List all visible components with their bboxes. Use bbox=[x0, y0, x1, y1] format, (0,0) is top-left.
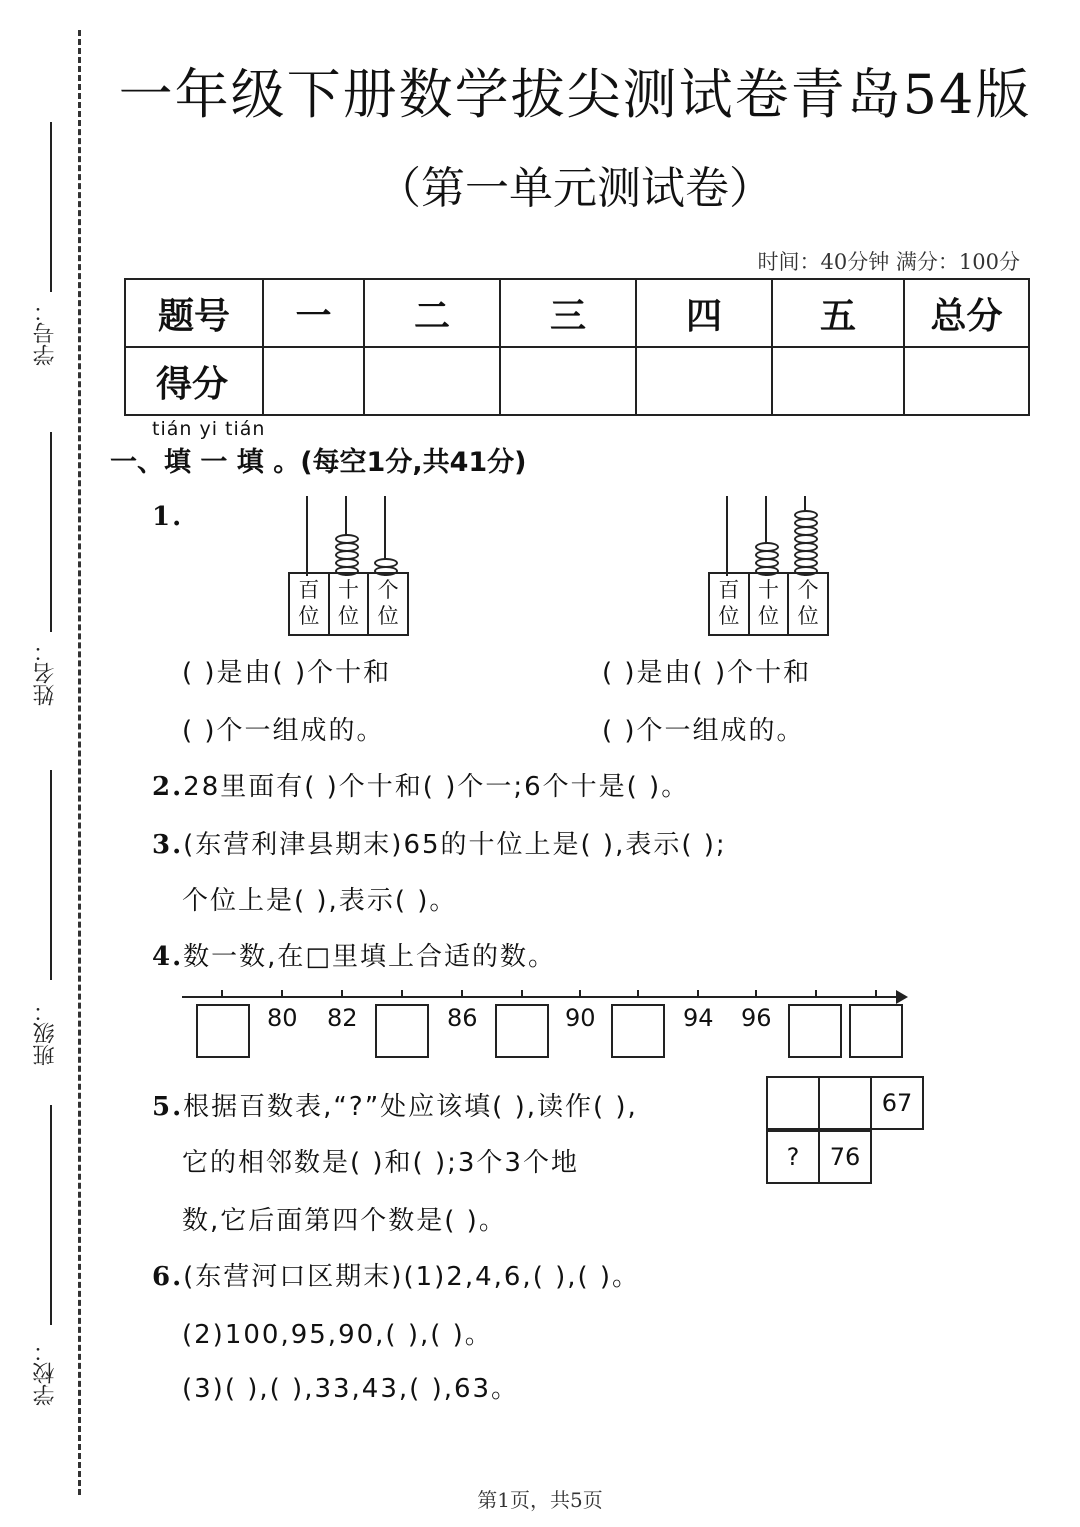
number-line-tick bbox=[281, 990, 283, 998]
number-line-label: 86 bbox=[447, 1004, 478, 1032]
score-header-cell: 题号 bbox=[125, 279, 263, 347]
abacus-rod bbox=[306, 496, 308, 576]
number-line-tick bbox=[697, 990, 699, 998]
question-6-line1: (东营河口区期末)(1)2,4,6,( ),( )。 bbox=[183, 1262, 641, 1292]
score-header-cell: 三 bbox=[500, 279, 636, 347]
abacus-rod bbox=[726, 496, 728, 576]
score-blank-cell[interactable] bbox=[904, 347, 1029, 415]
hundred-grid-question-cell: ? bbox=[766, 1130, 820, 1184]
abacus-place-label: 个 位 bbox=[377, 578, 399, 628]
banji-blank-line bbox=[50, 770, 52, 980]
score-header-cell: 五 bbox=[772, 279, 904, 347]
score-header-cell: 总分 bbox=[904, 279, 1029, 347]
score-blank-cell[interactable] bbox=[772, 347, 904, 415]
number-line-tick bbox=[755, 990, 757, 998]
score-blank-cell[interactable] bbox=[364, 347, 500, 415]
hundred-grid-cell bbox=[766, 1076, 820, 1130]
q1-right-line2: ( )个一组成的。 bbox=[602, 716, 805, 746]
number-line-answer-box[interactable] bbox=[611, 1004, 665, 1058]
number-line-answer-box[interactable] bbox=[788, 1004, 842, 1058]
question-3 bbox=[152, 824, 727, 861]
xingming-blank-line bbox=[50, 432, 52, 632]
question-3-line2: 个位上是( ),表示( )。 bbox=[182, 886, 458, 916]
abacus-bead bbox=[335, 534, 359, 544]
q1-right-line1: ( )是由( )个十和 bbox=[602, 658, 812, 688]
abacus-place-label: 十 位 bbox=[750, 574, 790, 634]
score-blank-cell[interactable] bbox=[500, 347, 636, 415]
number-line-tick bbox=[875, 990, 877, 998]
banji-label: 班级： bbox=[33, 1000, 58, 1066]
binding-dashed-line bbox=[78, 30, 81, 1495]
xuehao-blank-line bbox=[50, 122, 52, 292]
xuexiao-blank-line bbox=[50, 1105, 52, 1325]
abacus-place-labels bbox=[708, 572, 829, 636]
number-line-tick bbox=[521, 990, 523, 998]
section-heading: 一、填 一 填 。(每空1分,共41分) bbox=[110, 447, 527, 478]
section-pinyin: tián yi tián bbox=[152, 418, 266, 440]
question-4-text: 数一数,在□里填上合适的数。 bbox=[183, 942, 556, 972]
number-line-tick bbox=[341, 990, 343, 998]
abacus-bead bbox=[794, 510, 818, 520]
question-1-number: 1. bbox=[152, 502, 184, 532]
question-5-number: 5. bbox=[152, 1092, 184, 1122]
question-3-number: 3. bbox=[152, 830, 184, 860]
abacus-place-label: 十 位 bbox=[330, 574, 370, 634]
question-2-number: 2. bbox=[152, 772, 184, 802]
question-6-line3: (3)( ),( ),33,43,( ),63。 bbox=[182, 1374, 520, 1404]
number-line-answer-box[interactable] bbox=[196, 1004, 250, 1058]
question-5-line3: 数,它后面第四个数是( )。 bbox=[182, 1206, 507, 1236]
score-header-cell: 二 bbox=[364, 279, 500, 347]
abacus-place-label: 百 位 bbox=[290, 574, 330, 634]
number-line-label: 90 bbox=[565, 1004, 596, 1032]
number-line-label: 94 bbox=[683, 1004, 714, 1032]
score-row-label: 得分 bbox=[125, 347, 263, 415]
question-5-line1: 根据百数表,“?”处应该填( ),读作( ), bbox=[183, 1092, 638, 1122]
number-line-tick bbox=[221, 990, 223, 998]
xingming-label: 姓名： bbox=[33, 640, 58, 706]
xuexiao-label: 学校： bbox=[33, 1340, 58, 1406]
question-2 bbox=[152, 766, 689, 803]
page-footer: 第1页，共5页 bbox=[477, 1488, 603, 1512]
score-blank-cell[interactable] bbox=[636, 347, 772, 415]
abacus-left bbox=[288, 496, 408, 636]
abacus-place-label: 个 位 bbox=[797, 578, 819, 628]
number-line-tick bbox=[401, 990, 403, 998]
question-4-number: 4. bbox=[152, 942, 184, 972]
question-6-line2: (2)100,95,90,( ),( )。 bbox=[182, 1320, 493, 1350]
question-6-number: 6. bbox=[152, 1262, 184, 1292]
number-line-label: 82 bbox=[327, 1004, 358, 1032]
question-2-text: 28里面有( )个十和( )个一;6个十是( )。 bbox=[183, 772, 690, 802]
score-header-cell: 一 bbox=[263, 279, 364, 347]
abacus-place-labels bbox=[288, 572, 409, 636]
hundred-grid-cell: 76 bbox=[818, 1130, 872, 1184]
number-line-tick bbox=[637, 990, 639, 998]
number-line-answer-box[interactable] bbox=[375, 1004, 429, 1058]
score-table-header-row bbox=[125, 279, 1029, 347]
number-line-label: 80 bbox=[267, 1004, 298, 1032]
abacus-right bbox=[708, 496, 828, 636]
score-header-cell: 四 bbox=[636, 279, 772, 347]
abacus-place-label: 百 位 bbox=[710, 574, 750, 634]
exam-meta: 时间：40分钟 满分：100分 bbox=[757, 250, 1020, 274]
number-line-tick bbox=[815, 990, 817, 998]
number-line-label: 96 bbox=[741, 1004, 772, 1032]
abacus-bead bbox=[755, 542, 779, 552]
number-line-answer-box[interactable] bbox=[495, 1004, 549, 1058]
xuehao-label: 学号： bbox=[33, 300, 58, 366]
number-line-tick bbox=[461, 990, 463, 998]
score-blank-cell[interactable] bbox=[263, 347, 364, 415]
question-3-line1: (东营利津县期末)65的十位上是( ),表示( ); bbox=[183, 830, 727, 860]
question-6 bbox=[152, 1256, 640, 1293]
question-4 bbox=[152, 936, 556, 973]
score-table-score-row bbox=[125, 347, 1029, 415]
question-5-line2: 它的相邻数是( )和( );3个3个地 bbox=[182, 1148, 579, 1178]
number-line-axis bbox=[182, 996, 898, 998]
hundred-grid-cell: 67 bbox=[870, 1076, 924, 1130]
number-line-answer-box[interactable] bbox=[849, 1004, 903, 1058]
abacus-bead bbox=[374, 558, 398, 568]
q1-left-line2: ( )个一组成的。 bbox=[182, 716, 385, 746]
q1-left-line1: ( )是由( )个十和 bbox=[182, 658, 392, 688]
page-title: 一年级下册数学拔尖测试卷青岛54版 bbox=[118, 63, 1032, 126]
hundred-grid-cell bbox=[818, 1076, 872, 1130]
question-5 bbox=[152, 1086, 638, 1123]
number-line-tick bbox=[579, 990, 581, 998]
number-line-arrow-icon bbox=[896, 990, 908, 1004]
page-subtitle: （第一单元测试卷） bbox=[377, 163, 773, 214]
score-table bbox=[124, 278, 1030, 416]
